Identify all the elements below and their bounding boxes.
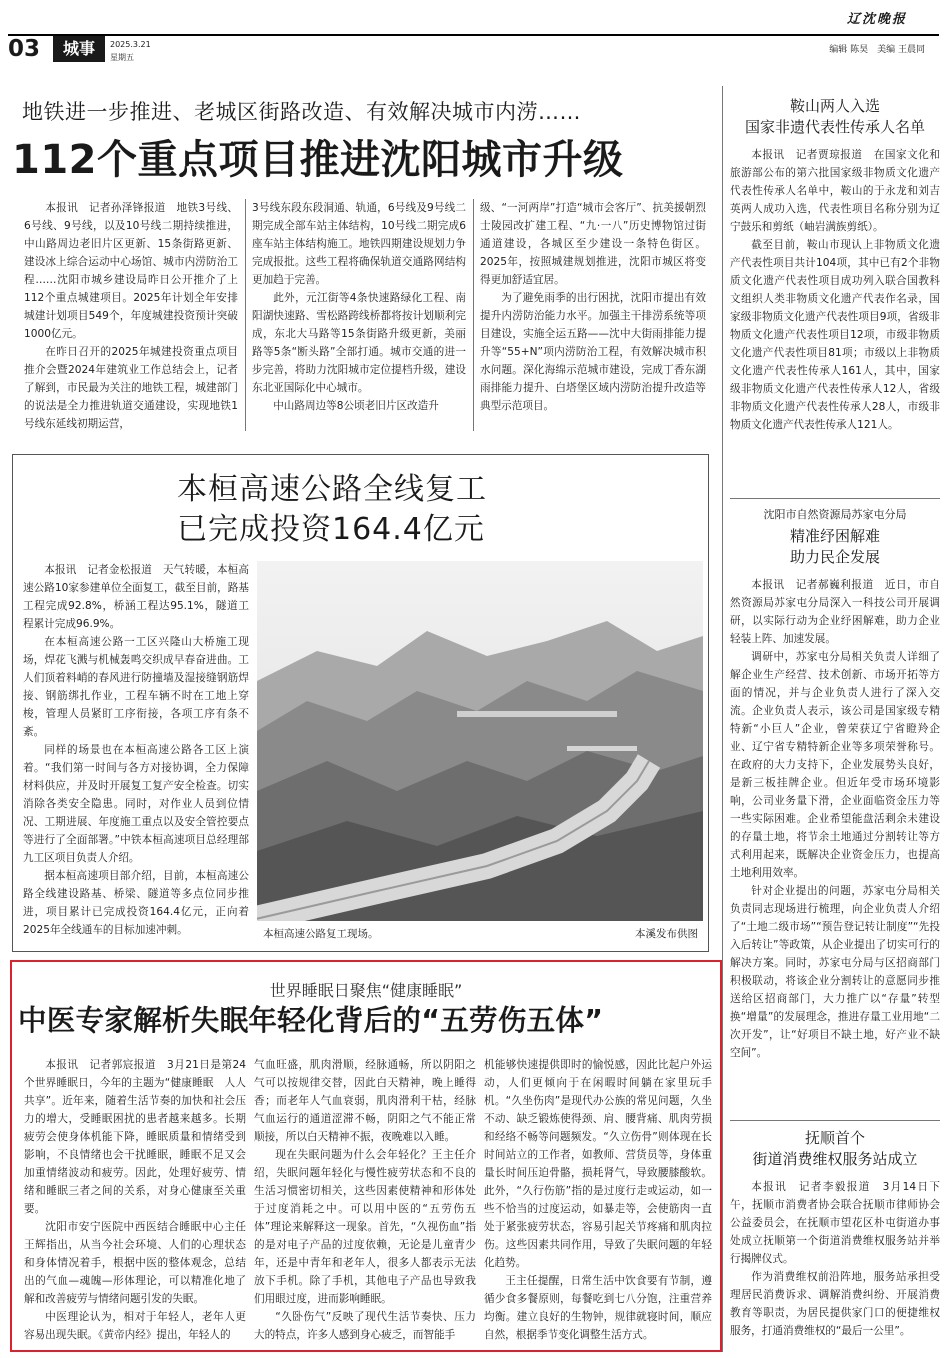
sidebar-story-2-body bbox=[730, 576, 940, 1176]
tcm-sleep-story bbox=[10, 960, 722, 1352]
paper-logo: 辽沈晚报 bbox=[846, 12, 907, 27]
highway-paragraph: 据本桓高速项目部介绍，目前，本桓高速公路全线建设路基、桥梁、隧道等多点位同步推进，项目累计已完成投资164.4亿元，正向着2025年全线通车的目标加速冲刺。 bbox=[23, 870, 249, 936]
column-rule bbox=[245, 199, 246, 431]
sidebar-story-heritage bbox=[730, 96, 940, 446]
issue-weekday: 星期五 bbox=[110, 53, 134, 62]
lead-paragraph: 中山路周边等8公顷老旧片区改造升 bbox=[273, 400, 439, 412]
sidebar-paragraph: 调研中，苏家屯分局相关负责人详细了解企业生产经营、技术创新、市场开拓等方面的情况，并与企业负责人进行了深入交流。企业负责人表示，该公司是国家级专精特新“小巨人”企业，曾荣获辽宁省瞪羚企业、辽宁省专精特新企业等多项荣誉称号。在政府的大力支持下，企业发展势头良好，是新三板挂牌企业。但近年受市场环境影响，公司业务量下滑，企业面临资金压力等一些实际困难。企业希望能盘活剩余未建设的存量土地，将节余土地通过分割转让等方式利用起来，既解决企业资金压力，也提高土地利用效率。 bbox=[730, 651, 940, 879]
lead-paragraph: 3号线东段东段洞通、轨通，6号线及9号线二期完成全部车站主体结构，10号线二期完成6座车站主体结构施工。地铁四期建设规划力争完成报批。这些工程将确保轨道交通路网结构更加趋于完善。 bbox=[252, 202, 466, 286]
highway-construction-photo bbox=[257, 561, 703, 921]
highway-paragraph: 本报讯 记者金松报道 天气转暖，本桓高速公路10家参建单位全面复工，截至目前，路基工程完成92.8%，桥涵工程达95.1%，隧道工程累计完成96.9%。 bbox=[23, 564, 249, 630]
highway-headline-line-2: 已完成投资164.4亿元 bbox=[177, 512, 485, 547]
sidebar-paragraph: 本报讯 记者李毅报道 3月14日下午，抚顺市消费者协会联合抚顺市律师协会公益委员会，在抚顺市望花区朴屯街道办事处成立抚顺第一个街道消费维权服务站并举行揭牌仪式。 bbox=[730, 1181, 940, 1265]
lead-paragraph: 级、“一河两岸”打造“城市会客厅”、抗美援朝烈士陵园改扩建工程、“九·一八”历史博物馆过街通道建设，各城区至少建设一条特色街区。2025年，按照城建规划推进，沈阳市城区将变得更加舒适宜居。 bbox=[480, 202, 706, 286]
tcm-paragraph: 沈阳市安宁医院中西医结合睡眠中心主任王辉指出，从当今社会环境、人们的心理状态和身体情况着手，根据中医的整体观念，总结出的气血—魂魄—形体理论，可以精准化地了解和改善疲劳与情绪问题引发的失眠。 bbox=[24, 1221, 246, 1305]
highway-story bbox=[12, 454, 709, 952]
sidebar-story-2-title-line-1: 精准纾困解难 bbox=[789, 527, 880, 545]
highway-paragraph: 在本桓高速公路一工区兴隆山大桥施工现场，焊花飞溅与机械轰鸣交织成早春奋进曲。工人们顶着料峭的春风进行防撞墙及湿接缝钢筋焊接、钢筋绑扎作业，工程车辆不时在工地上穿梭，管理人员紧盯工序衔接，各项工序有条不紊。 bbox=[23, 636, 249, 738]
lead-column-2 bbox=[252, 199, 466, 433]
sidebar-paragraph: 针对企业提出的问题，苏家屯分局相关负责同志现场进行梳理，向企业负责人介绍了“土地二级市场”“预告登记转让制度”“先投入后转让”等政策，从企业提出了切实可行的解决方案。同时，苏家屯分局与区招商部门积极联动，将该企业分割转让的意愿同步推送给区招商部门，大力推广以“存量”转型换“增量”的发展理念，推进存量工业用地“二次开发”，让“好项目不缺土地，好产业不缺空间”。 bbox=[730, 885, 940, 1059]
issue-date: 2025.3.21 bbox=[110, 40, 151, 49]
sidebar-story-1-title-line-2: 国家非遗代表性传承人名单 bbox=[744, 118, 925, 136]
sidebar-paragraph: 截至目前，鞍山市现认上非物质文化遗产代表性项目共计104项，其中已有2个非物质文化遗产代表性项目成功列入联合国教科文组织人类非物质文化遗产代表作名录，国家级非物质文化遗产代表性项目9项，省级非物质文化遗产代表性项目12项，市级非物质文化遗产代表性项目81项；市级以上非物质文化遗产代表性传承人161人，其中，国家级非物质文化遗产代表性传承人12人，省级非物质文化遗产代表性传承人28人，市级非物质文化遗产代表性传承人121人。 bbox=[730, 239, 940, 431]
photo-caption: 本桓高速公路复工现场。 bbox=[263, 928, 379, 940]
lead-paragraph: 本报讯 记者孙泽锋报道 地铁3号线、6号线、9号线，以及10号线二期持续推进，中山路周边老旧片区更新、15条街路更新、建设冰上综合运动中心场馆、城市内涝防治工程……沈阳市城乡建设局昨日公开推介了上112个重点城建项目。2025年计划全年安排城建计划项目549个，年度城建投资预计突破1000亿元。 bbox=[24, 202, 238, 340]
lead-paragraph: 在昨日召开的2025年城建投资重点项目推介会暨2024年建筑业工作总结会上，记者了解到，市民最为关注的地铁工程，城建部门的说法是全力推进轨道交通建设，实现地铁1号线东延线初期运营， bbox=[24, 346, 238, 430]
lead-column-3 bbox=[480, 199, 706, 433]
lead-paragraph: 为了避免雨季的出行困扰，沈阳市提出有效提升内涝防治能力水平。加强主干排涝系统等项目建设，实施全运五路——沈中大街雨排能力提升等“55+N”项内涝防治工程，有效解决城市积水问题。深化海绵示范城市建设，完成丁香东湖雨排能力提升、白塔堡区域内涝防治提升改造等典型示范项目。 bbox=[480, 292, 706, 412]
sidebar-divider-1 bbox=[730, 498, 940, 499]
tcm-paragraph: 中医理论认为，相对于年轻人，老年人更容易出现失眠。《黄帝内经》提出，年轻人的 bbox=[24, 1311, 246, 1341]
editor-credits: 编辑 陈昊 美编 王晨同 bbox=[829, 45, 925, 55]
highway-body bbox=[23, 561, 249, 943]
sidebar-divider-2 bbox=[730, 1120, 940, 1121]
sidebar-story-2-title-line-2: 助力民企发展 bbox=[789, 548, 880, 566]
tcm-column-2 bbox=[254, 1056, 476, 1348]
page-number: 03 bbox=[8, 36, 41, 62]
tcm-paragraph: 气血旺盛，肌肉滑顺，经脉通畅，所以阴阳之气可以按规律交替，因此白天精神，晚上睡得香；而老年人气血衰弱，肌肉滑利干枯，经脉气血运行的通道涩滞不畅，阴阳之气不能正常顺接，所以白天精神不振，夜晚难以入睡。 bbox=[254, 1059, 476, 1143]
sidebar-story-consumer-rights bbox=[730, 1128, 940, 1354]
sidebar-story-1-title-line-1: 鞍山两人入选 bbox=[789, 97, 880, 115]
tcm-kicker: 世界睡眠日聚焦“健康睡眠” bbox=[269, 981, 463, 1000]
masthead bbox=[8, 6, 939, 62]
sidebar-paragraph: 本报讯 记者贾琼报道 在国家文化和旅游部公布的第六批国家级非物质文化遗产代表性传承人名单中，鞍山的于永龙和刘吉英两人成功入选，代表性项目名称分别为辽宁鼓乐和剪纸（岫岩满族剪纸）。 bbox=[730, 149, 940, 233]
tcm-paragraph: 现在失眠问题为什么会年轻化？王主任介绍，失眠问题年轻化与慢性疲劳状态和不良的生活习惯密切相关，这些因素使精神和形体处于过度消耗之中。可以用中医的“五劳伤五体”理论来解释这一现象。首先，“久视伤血”指的是对电子产品的过度依赖，无论是儿童青少年，还是中青年和老年人，很多人都表示无法放下手机。除了手机，其他电子产品也导致我们用眼过度，进而影响睡眠。 bbox=[254, 1149, 476, 1305]
tcm-paragraph: 本报讯 记者郭宸报道 3月21日是第24个世界睡眠日，今年的主题为“健康睡眠 人人共享”。近年来，随着生活节奏的加快和社会压力的增大，受睡眠困扰的患者越来越多。长期疲劳会使身体机能下降，睡眠质量和情绪受到影响，不良情绪也会干扰睡眠，睡眠不足又会加重情绪波动和疲劳。因此，处理好疲劳、情绪和睡眠三者之间的关系，对身心健康至关重要。 bbox=[24, 1059, 246, 1215]
section-label: 城事 bbox=[53, 36, 105, 62]
sidebar-divider bbox=[722, 86, 723, 1352]
tcm-column-3 bbox=[484, 1056, 712, 1348]
tcm-paragraph: “久卧伤气”反映了现代生活节奏快、压力大的特点，许多人感到身心疲乏，而智能手 bbox=[254, 1311, 476, 1341]
sidebar-paragraph: 作为消费维权前沿阵地，服务站承担受理居民消费诉求、调解消费纠纷、开展消费教育等职责，为居民提供家门口的便捷维权服务，打通消费维权的“最后一公里”。 bbox=[730, 1271, 940, 1337]
highway-paragraph: 同样的场景也在本桓高速公路各工区上演着。“我们第一时间与各方对接协调，全力保障材料供应，并及时开展复工复产安全检查。切实消除各类安全隐患。同时，对作业人员到位情况、工期进展、年度施工重点以及安全管控要点等进行了全面部署。”中铁本桓高速项目总经理部九工区项目负责人介绍。 bbox=[23, 744, 249, 864]
lead-paragraph: 此外，元江街等4条快速路绿化工程、南阳湖快速路、雪松路跨线桥都将按计划顺利完成，东北大马路等15条街路升级更新，美丽路等5条“断头路”全部打通。城市交通的进一步完善，将助力沈阳城市定位提档升级，建设东北亚国际化中心城市。 bbox=[252, 292, 466, 394]
highway-headline-line-1: 本桓高速公路全线复工 bbox=[177, 472, 487, 507]
sidebar-story-3-title-line-1: 抚顺首个 bbox=[804, 1129, 865, 1147]
tcm-column-1 bbox=[24, 1056, 246, 1348]
tcm-paragraph: 王主任提醒，日常生活中饮食要有节制，遵循少食多餐原则，每餐吃到七八分饱，注重营养均衡。建立良好的生物钟，规律就寝时间，顺应自然，根据季节变化调整生活方式。 bbox=[484, 1275, 712, 1341]
photo-credit: 本溪发布供图 bbox=[635, 928, 698, 940]
tcm-paragraph: 机能够快速提供即时的愉悦感，因此比起户外运动，人们更倾向于在闲暇时间躺在家里玩手机。“久坐伤肉”是现代办公族的常见问题，久坐不动、缺乏锻炼使得颈、肩、腰背痛、肌肉劳损和经络不畅等问题频发。“久立伤骨”则体现在长时间站立的工作者，如教师、营货员等，身体重量长时间压迫骨骼，损耗肾气，导致腰膝酸软。此外，“久行伤筋”指的是过度行走或运动，如一些不恰当的过度运动，如暴走等，会使筋肉一直处于紧张疲劳状态，容易引起关节疼痛和肌肉拉伤。这些因素共同作用，导致了失眠问题的年轻化趋势。 bbox=[484, 1059, 712, 1269]
sidebar-story-3-body bbox=[730, 1178, 940, 1354]
sidebar-story-1-body bbox=[730, 146, 940, 446]
masthead-rule bbox=[8, 34, 939, 36]
sidebar-story-2-kicker: 沈阳市自然资源局苏家屯分局 bbox=[763, 508, 907, 521]
tcm-headline: 中医专家解析失眠年轻化背后的“五劳伤五体” bbox=[18, 1004, 604, 1037]
sidebar-paragraph: 本报讯 记者郝巍利报道 近日，市自然资源局苏家屯分局深入一科技公司开展调研，以实际行动为企业纾困解难，助力企业轻装上阵、加速发展。 bbox=[730, 579, 940, 645]
column-rule bbox=[473, 199, 474, 431]
sidebar-story-sujiatun bbox=[730, 506, 940, 1176]
lead-kicker: 地铁进一步推进、老城区街路改造、有效解决城市内涝…… bbox=[22, 100, 581, 124]
sidebar-story-3-title-line-2: 街道消费维权服务站成立 bbox=[752, 1150, 918, 1168]
lead-headline: 112个重点项目推进沈阳城市升级 bbox=[12, 137, 624, 183]
highway-photo-illustration bbox=[257, 561, 703, 921]
lead-column-1 bbox=[24, 199, 238, 433]
